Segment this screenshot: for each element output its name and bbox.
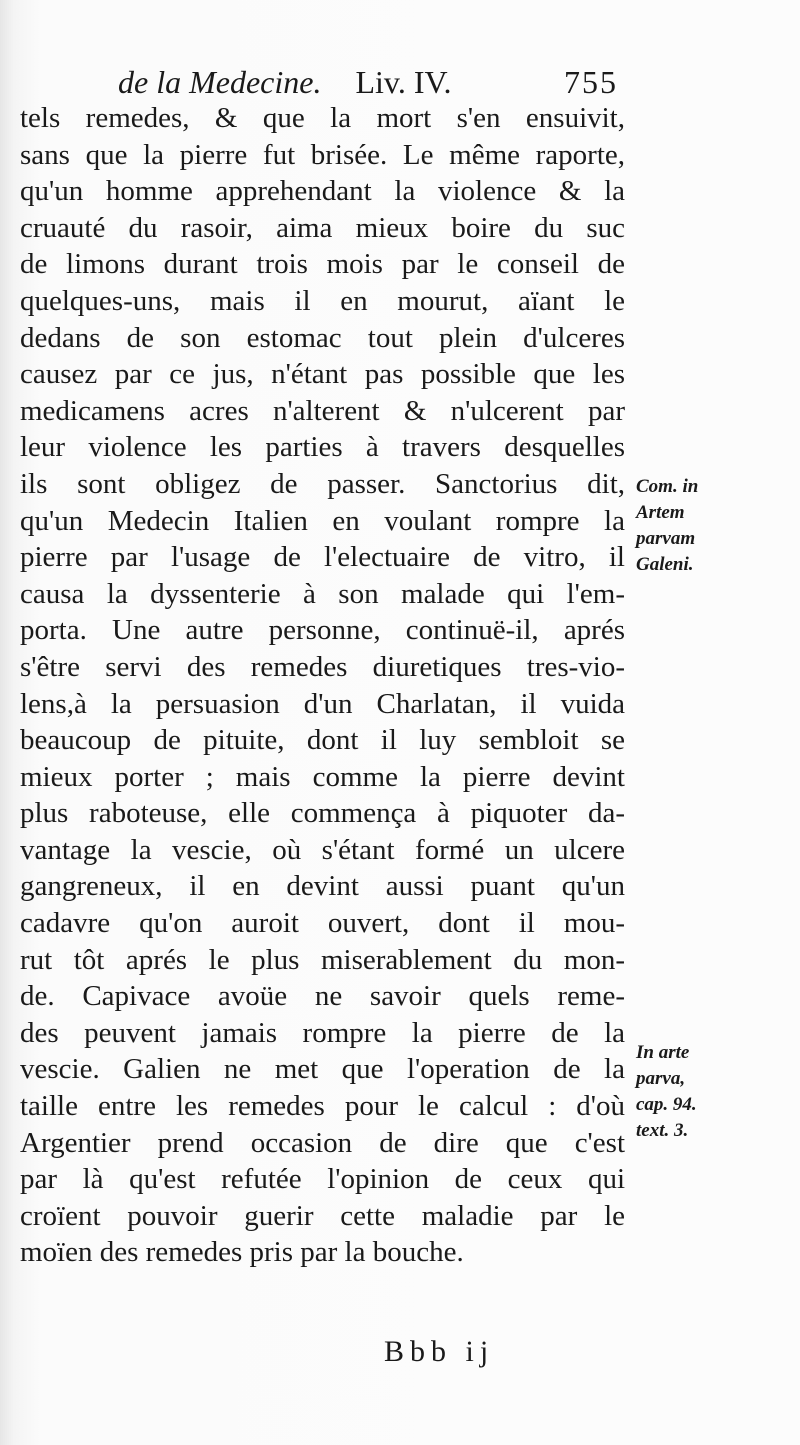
text-line: tels remedes, & que la mort s'en ensuivit,	[20, 102, 625, 134]
text-line: de limons durant trois mois par le conseil de	[20, 248, 625, 281]
text-line: causa la dyssenterie à son malade qui l'em-	[20, 577, 625, 610]
text-line: par là qu'est refutée l'opinion de ceux qui	[20, 1163, 625, 1196]
text-line: cruauté du rasoir, aima mieux boire du suc	[20, 211, 625, 244]
body-text	[20, 100, 625, 1271]
text-line: plus raboteuse, elle commença à piquoter da-	[20, 797, 625, 830]
text-line: vescie. Galien ne met que l'operation de la	[20, 1053, 625, 1086]
marginal-note-line: parvam	[636, 528, 696, 549]
text-line: cadavre qu'on auroit ouvert, dont il mou-	[20, 907, 625, 940]
text-line: porta. Une autre personne, continuë-il, aprés	[20, 614, 625, 647]
text-line: beaucoup de pituite, dont il luy sembloit se	[20, 724, 625, 757]
text-line: taille entre les remedes pour le calcul : d'où	[20, 1090, 625, 1123]
marginal-note-line: In arte	[636, 1042, 690, 1063]
marginal-note-line: Com. in	[636, 476, 699, 497]
page-number: 755	[564, 64, 618, 100]
text-line: quelques-uns, mais il en mourut, aïant le	[20, 284, 625, 317]
text-line: gangreneux, il en devint aussi puant qu'un	[20, 870, 625, 903]
text-line: des peuvent jamais rompre la pierre de la	[20, 1016, 625, 1049]
text-line: ils sont obligez de passer. Sanctorius dit,	[20, 467, 625, 500]
text-line: lens,à la persuasion d'un Charlatan, il vuida	[20, 687, 625, 720]
running-head-title: de la Medecine.	[118, 64, 322, 100]
text-line: Argentier prend occasion de dire que c'est	[20, 1126, 625, 1159]
marginal-note-line: text. 3.	[636, 1120, 689, 1141]
marginal-note-sanctorius	[636, 474, 786, 578]
text-line: leur violence les parties à travers desquelles	[20, 431, 625, 464]
text-line: causez par ce jus, n'étant pas possible que les	[20, 358, 625, 391]
text-line: qu'un homme apprehendant la violence & la	[20, 175, 625, 208]
marginal-note-line: Galeni.	[636, 554, 694, 575]
running-head	[118, 58, 638, 106]
text-line: pierre par l'usage de l'electuaire de vitro, il	[20, 541, 625, 574]
text-line: rut tôt aprés le plus miserablement du mon-	[20, 943, 625, 976]
text-line: qu'un Medecin Italien en voulant rompre la	[20, 504, 625, 537]
text-line: de. Capivace avoüe ne savoir quels reme-	[20, 980, 625, 1013]
text-line: mieux porter ; mais comme la pierre devint	[20, 760, 625, 793]
text-line: croïent pouvoir guerir cette maladie par le	[20, 1199, 625, 1232]
marginal-note-line: parva,	[636, 1068, 686, 1089]
marginal-note-galen	[636, 1040, 786, 1144]
text-line: dedans de son estomac tout plein d'ulceres	[20, 321, 625, 354]
marginal-note-line: cap. 94.	[636, 1094, 697, 1115]
marginal-note-line: Artem	[636, 502, 685, 523]
text-line: vantage la vescie, où s'étant formé un ulcere	[20, 833, 625, 866]
text-line: sans que la pierre fut brisée. Le même raporte,	[20, 138, 625, 171]
text-line: medicamens acres n'alterent & n'ulcerent par	[20, 394, 625, 427]
running-head-book: Liv. IV.	[355, 64, 452, 100]
text-line: moïen des remedes pris par la bouche.	[20, 1236, 464, 1269]
signature-mark: Bbb ij	[384, 1335, 495, 1368]
text-line: s'être servi des remedes diuretiques tres-vio-	[20, 650, 625, 683]
